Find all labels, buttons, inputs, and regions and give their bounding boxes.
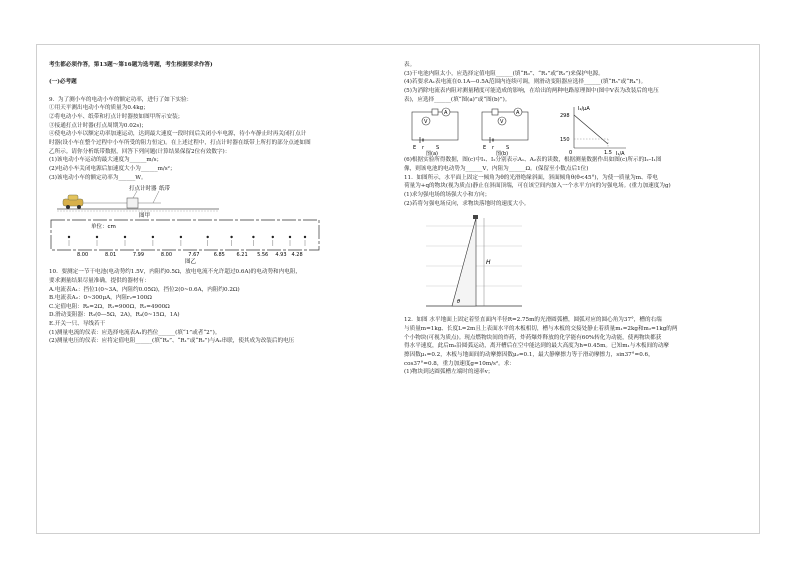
text-line: 时器(设小车在整个过程中小车所受的阻力恒定)。在上述过程中，打点计时器在纸带上所打的部分点迹如图 xyxy=(49,139,311,146)
text-line: 表。 xyxy=(404,62,416,68)
text-line: (3)干电池内阻太小，应选择定值电阻______(填“R₀”、“R₁”或“R₂”)来保护电源。 xyxy=(404,70,604,77)
text-line: 要求测量结果尽量准确，提供的器材有： xyxy=(49,277,150,284)
text-line: 乙所示。请你分析纸带数据，回答下列问题(计算结果保留2位有效数字)： xyxy=(49,148,231,155)
left-column xyxy=(49,61,389,346)
circuit-b-a: A xyxy=(516,110,520,117)
graph-y1: 298 xyxy=(560,113,570,120)
car-wheel-front xyxy=(77,205,81,209)
circuit-and-graph-figures xyxy=(404,104,750,156)
incline-wedge xyxy=(452,218,476,306)
figure-yi-caption: 图乙 xyxy=(185,259,197,266)
text-line: (6)根据实验所得数据，图(c)中I₁、I₂分别表示A₁、A₂表的读数，根据测量数据作出如图(c)所示的I₂–I₁图 xyxy=(404,157,662,164)
block xyxy=(473,215,478,219)
text-line: E.开关一只、导线若干 xyxy=(49,321,106,328)
tape-label: 纸带 xyxy=(159,186,171,193)
tape-distance-label: 8.00 xyxy=(77,252,89,259)
timer-label: 打点计时器 xyxy=(129,186,157,193)
figure-jia-caption: 图甲 xyxy=(139,213,151,219)
text-line: (5)为消除电流表内阻对测量精度可能造成的影响，在给出的两种电路原理图中(图中V表为改装后的电压 xyxy=(404,87,659,94)
tape-dot xyxy=(252,236,254,238)
car-wheel-rear xyxy=(66,205,70,209)
text-line: cos37°=0.8，重力加速度g=10m/s²。求： xyxy=(404,360,515,367)
question-10-text xyxy=(49,268,389,346)
text-line: B.电流表A₂：0~300μA，内阻r₂=100Ω xyxy=(49,295,152,302)
tape-distance-label: 5.56 xyxy=(257,252,269,259)
text-line: (2)测量电压的仪表：应将定值电阻______(填“R₀”、“R₁”或“R₂”)与A₂串联，使其成为改装后的电压 xyxy=(49,338,295,345)
circuit-b-e: E xyxy=(483,145,487,152)
timer-device xyxy=(127,198,138,208)
graph-line xyxy=(574,115,608,144)
height-label: H xyxy=(486,259,491,267)
text-line: 得水平速度，此后m₂沿圆弧运动，离开槽后在空中能达到的最大高度为h=0.45m。已知m₁与木板间的动摩 xyxy=(404,343,669,350)
text-line: 11. 如图所示，水平面上固定一倾角为θ的光滑绝缘斜面，斜面倾角θ(θ<45°)，为使一质量为m、带电 xyxy=(404,174,658,181)
tape-dot xyxy=(180,236,182,238)
figure-jia xyxy=(49,182,389,218)
text-line: (1)测量电流的仪表：应选择电流表A₁的挡位______(填“1”或者“2”)。 xyxy=(49,329,221,336)
text-line: 10. 要测定一节干电池(电动势约1.5V，内阻约0.5Ω，放电电流不允许超过0.6A)的电动势和内电阻， xyxy=(49,269,302,276)
circuit-b-caption: 图(b) xyxy=(496,151,509,157)
question-9-text xyxy=(49,61,389,182)
tape-distance-label: 6.85 xyxy=(213,252,225,259)
graph-xlabel: I₁/A xyxy=(616,151,625,157)
question-10-continued-text xyxy=(404,61,750,104)
text-line: 荷量为+q的物块(视为质点)静止在斜面顶端，可在该空间内加入一个水平方向的匀强电场。(重力加速度为g) xyxy=(404,183,671,190)
circuit-diagrams xyxy=(404,104,744,156)
tape-distance-label: 7.99 xyxy=(132,252,145,259)
figure-yi xyxy=(49,218,389,268)
tape-dot xyxy=(289,236,291,238)
tape-dot xyxy=(304,236,306,238)
text-line: (3)该电动小车的额定功率为______W。 xyxy=(49,174,147,181)
tape-dot xyxy=(96,236,98,238)
graph-x1: 1.5 xyxy=(604,150,612,157)
text-line xyxy=(49,87,389,96)
text-line: D.滑动变阻器：R₃(0—5Ω，2A)，R₄(0~15Ω，1A) xyxy=(49,312,180,319)
text-line: ③接通打点计时器(打点周期为0.02s)； xyxy=(49,122,148,129)
text-line: 9. 为了测小车的电动小车的额定功率，进行了如下实验： xyxy=(49,96,193,103)
text-line: (2)若将匀强电场反向，求物块落地时的速度大小。 xyxy=(404,200,530,207)
tape-distance-label: 7.67 xyxy=(188,252,200,259)
text-line: 12. 如图 水平地面上固定着竖直面内半径R=2.75m的光滑圆弧槽，圆弧对应的圆心角为37°，槽的右端 xyxy=(404,317,662,324)
toy-car-top xyxy=(68,195,78,200)
circuit-b-r: r xyxy=(492,145,495,152)
tape-dot xyxy=(272,236,274,238)
graph-origin: 0 xyxy=(569,150,573,157)
text-line: 擦因数μ₁=0.2，木板与地面间的动摩擦因数μ₂=0.1，最大静摩擦力等于滑动摩擦力，sin37°=0.6， xyxy=(404,351,654,358)
circuit-b-loop xyxy=(482,112,528,140)
graph-y2: 150 xyxy=(560,137,570,144)
exam-page xyxy=(36,44,760,534)
circuit-a-s: S xyxy=(436,145,440,152)
text-line: (一)必考题 xyxy=(49,79,77,86)
text-line: ②将电动小车、纸带和打点计时器按如图甲所示安装； xyxy=(49,113,184,120)
circuit-a-caption: 图(a) xyxy=(426,151,438,157)
tape-dot xyxy=(152,236,154,238)
text-line: (4)若要求A₁表电流在0.1A—0.5A范围内连续可调，则滑动变阻器应选择______(填“R₃”或“R₄”)。 xyxy=(404,79,647,86)
circuit-b-s: S xyxy=(506,145,510,152)
tape-value-labels xyxy=(77,252,303,258)
text-line: C.定值电阻：R₀=2Ω，R₁=900Ω，R₂=4900Ω xyxy=(49,303,170,310)
circuit-a-r: r xyxy=(422,145,425,152)
tape-distance-label: 4.93 xyxy=(275,252,287,259)
text-line: (1)该电动小车运动的最大速度为______m/s； xyxy=(49,157,163,164)
circuit-a xyxy=(412,108,458,156)
text-line: 表)，应选择______(填“图(a)”或“图(b)”)。 xyxy=(404,96,511,103)
tape-distance-label: 8.01 xyxy=(105,252,117,259)
tape-distance-label: 4.28 xyxy=(291,252,303,259)
timer-leader-line xyxy=(133,191,137,198)
text-line: 像，则该电池的电动势为______V，内阻为______Ω。(保留至小数点后1位) xyxy=(404,165,589,172)
cart-apparatus-diagram xyxy=(49,182,349,218)
unit-label: 单位：cm xyxy=(91,224,116,231)
tape-dot xyxy=(124,236,126,238)
question-11-text xyxy=(404,156,750,208)
circuit-b-v: V xyxy=(500,119,504,126)
text-line: (1)物块到达圆弧槽左端时的速率v； xyxy=(404,369,494,376)
text-line: A.电流表A₁：挡位1(0~3A，内阻约0.05Ω)，挡位2(0~0.6A，内阻约0.2Ω) xyxy=(49,286,240,293)
graph-ylabel: I₂/μA xyxy=(578,106,590,113)
text-line: ④使电动小车以额定功率加速运动，达到最大速度一段时间后关闭小车电源，待小车静止时再关闭打点计 xyxy=(49,131,307,138)
text-line: (1)求匀强电场的场强大小和方向； xyxy=(404,191,491,198)
right-column xyxy=(404,61,750,377)
text-line: 与质量m=1kg、长度L=2m且上表面水平的木板相切，槽与木板的交接处静止着质量m₁=2kg和m₂=1kg的两 xyxy=(404,325,678,332)
tape-dots-diagram xyxy=(49,218,329,268)
incline-figure xyxy=(404,208,750,316)
question-12-text xyxy=(404,316,750,377)
circuit-a-e: E xyxy=(413,145,417,152)
circuit-a-a: A xyxy=(444,110,448,117)
incline-diagram xyxy=(404,208,744,316)
circuit-b-resistor xyxy=(492,109,498,115)
tape-dot xyxy=(207,236,209,238)
circuit-b xyxy=(482,108,528,156)
tape-leader-line xyxy=(153,191,159,203)
graph-c xyxy=(560,106,626,156)
tape-distance-label: 6.21 xyxy=(236,252,248,259)
text-line: (2)电动小车关闭电源后加速度大小为______m/s²； xyxy=(49,165,176,172)
tape-dot xyxy=(230,236,232,238)
text-line xyxy=(49,70,389,79)
circuit-a-v: V xyxy=(424,119,428,126)
text-line: 个小物块(可视为质点)。现点燃物块间的炸药，炸药爆炸释放的化学能有60%转化为动能，使两物块都获 xyxy=(404,334,662,341)
tape-dot xyxy=(68,236,70,238)
text-line: 考生都必须作答，第13题～第16题为选考题，考生根据要求作答) xyxy=(49,62,213,68)
tape-distance-label: 8.00 xyxy=(160,252,173,259)
angle-label: θ xyxy=(457,299,461,306)
circuit-a-resistor xyxy=(432,109,438,115)
circuit-a-loop xyxy=(412,112,458,140)
text-line: ①用天平测出电动小车的质量为0.4kg； xyxy=(49,105,149,112)
